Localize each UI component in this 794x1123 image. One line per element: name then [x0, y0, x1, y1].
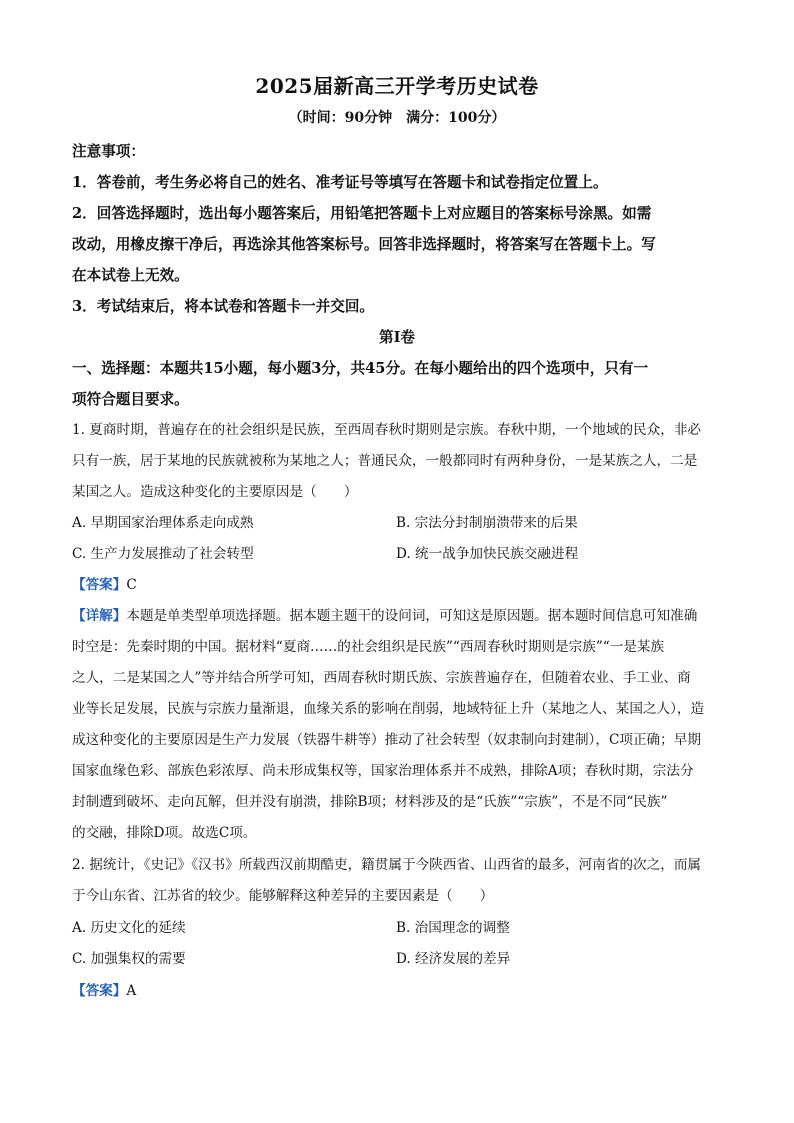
q1-detail-line-3: 之人，二是某国之人”等并结合所学可知，西周春秋时期氏族、宗族普遍存在，但随着农业、手工业、商 [72, 670, 691, 686]
q1-options-row-2 [72, 539, 722, 570]
q1-option-a: A. 早期国家治理体系走向成熟 [72, 515, 254, 531]
notice-item-2-line-3: 在本试卷上无效。 [72, 267, 189, 284]
q1-answer-value: C [126, 577, 137, 593]
q1-stem-line-1: 1. 夏商时期，普遍存在的社会组织是民族，至西周春秋时期则是宗族。春秋中期，一个地域的民众，非必 [72, 422, 702, 438]
q1-answer [72, 570, 722, 601]
exam-title: 2025届新高三开学考历史试卷 [255, 74, 539, 98]
q1-stem-line-2: 只有一族，居于某地的民族就被称为某地之人；普通民众，一般都同时有两种身份，一是某族之人，二是 [72, 453, 698, 469]
notice-heading: 注意事项： [72, 143, 145, 160]
q1-detail-line-1 [72, 601, 722, 632]
notice-item-1: 1．答卷前，考生务必将自己的姓名、准考证号等填写在答题卡和试卷指定位置上。 [72, 174, 608, 191]
section-intro-line-2: 项符合题目要求。 [72, 391, 189, 408]
q2-option-a: A. 历史文化的延续 [72, 920, 186, 936]
q2-options-row-2 [72, 944, 722, 975]
q2-answer-tag: 【答案】 [72, 983, 127, 999]
notice-item-2-line-1: 2．回答选择题时，选出每小题答案后，用铅笔把答题卡上对应题目的答案标号涂黑。如需 [72, 205, 652, 222]
q1-stem-line-3: 某国之人。造成这种变化的主要原因是（ ） [72, 484, 358, 500]
q2-answer-value: A [126, 983, 137, 999]
q1-detail-line-8: 的交融，排除D项。故选C项。 [72, 825, 257, 841]
q1-detail-tag: 【详解】 [72, 608, 127, 624]
q1-detail-text-1: 本题是单类型单项选择题。据本题主题干的设问词，可知这是原因题。据本题时间信息可知准确 [126, 608, 698, 624]
q2-options-row-1 [72, 913, 722, 944]
q1-detail-line-5: 成这种变化的主要原因是生产力发展（铁器牛耕等）推动了社会转型（奴隶制向封建制），C项正确；早期 [72, 732, 701, 748]
q2-stem-line-1: 2. 据统计，《史记》《汉书》所载西汉前期酷吏，籍贯属于今陕西省、山西省的最多，河南省的次之，而属 [72, 857, 701, 873]
q2-option-c: C. 加强集权的需要 [72, 951, 186, 967]
q2-answer [72, 976, 722, 1007]
q1-options-row-1 [72, 508, 722, 539]
notice-item-3: 3．考试结束后，将本试卷和答题卡一并交回。 [72, 298, 375, 315]
q2-option-d: D. 经济发展的差异 [396, 951, 511, 967]
exam-time-score: （时间：90分钟 满分：100分） [288, 110, 506, 126]
q1-answer-tag: 【答案】 [72, 577, 127, 593]
q1-detail-line-4: 业等长足发展，民族与宗族力量渐退，血缘关系的影响在削弱，地域特征上升（某地之人、某国之人），造 [72, 701, 705, 717]
q1-detail-line-6: 国家血缘色彩、部族色彩浓厚、尚未形成集权等，国家治理体系并不成熟，排除A项；春秋时期，宗法分 [72, 763, 694, 779]
q2-option-b: B. 治国理念的调整 [396, 920, 510, 936]
q1-option-b: B. 宗法分封制崩溃带来的后果 [396, 515, 578, 531]
q2-stem-line-2: 于今山东省、江苏省的较少。能够解释这种差异的主要因素是（ ） [72, 888, 494, 904]
q1-detail-line-7: 封制遭到破坏、走向瓦解，但并没有崩溃，排除B项；材料涉及的是“氏族”“宗族”，不是不同“民族” [72, 794, 668, 810]
q1-option-c: C. 生产力发展推动了社会转型 [72, 546, 254, 562]
q1-option-d: D. 统一战争加快民族交融进程 [396, 546, 579, 562]
section-intro-line-1: 一、选择题：本题共15小题，每小题3分，共45分。在每小题给出的四个选项中，只有一 [72, 360, 649, 377]
volume-heading: 第Ⅰ卷 [378, 329, 415, 346]
q1-detail-line-2: 时空是：先秦时期的中国。据材料“夏商……的社会组织是民族”“西周春秋时期则是宗族”“一是某族 [72, 639, 665, 655]
notice-item-2-line-2: 改动，用橡皮擦干净后，再选涂其他答案标号。回答非选择题时，将答案写在答题卡上。写 [72, 236, 656, 253]
